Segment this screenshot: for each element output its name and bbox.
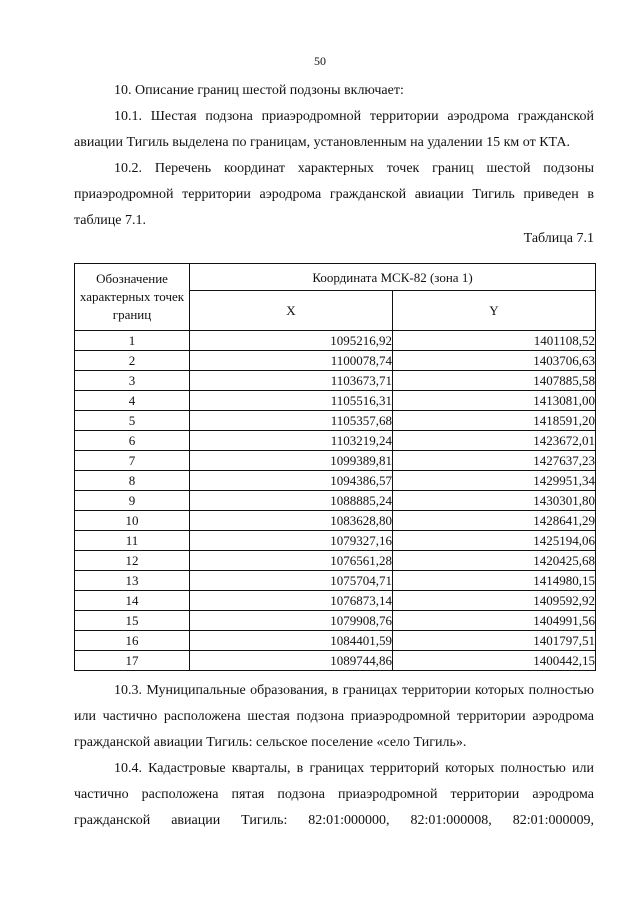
- point-number-cell: 11: [75, 531, 190, 551]
- header-coordinate-system: Координата МСК-82 (зона 1): [190, 264, 596, 291]
- table-row: [75, 491, 596, 511]
- x-coordinate-cell: 1084401,59: [190, 631, 393, 651]
- y-coordinate-cell: 1407885,58: [392, 371, 595, 391]
- point-number-cell: 15: [75, 611, 190, 631]
- x-coordinate-cell: 1099389,81: [190, 451, 393, 471]
- coordinates-table-body: [75, 331, 596, 671]
- table-row: [75, 551, 596, 571]
- x-coordinate-cell: 1089744,86: [190, 651, 393, 671]
- point-number-cell: 12: [75, 551, 190, 571]
- page-number: 50: [314, 54, 326, 68]
- point-number-cell: 14: [75, 591, 190, 611]
- coordinates-table: [74, 263, 596, 671]
- point-number-cell: 7: [75, 451, 190, 471]
- x-coordinate-cell: 1105357,68: [190, 411, 393, 431]
- point-number-cell: 1: [75, 331, 190, 351]
- table-row: [75, 431, 596, 451]
- header-x: X: [190, 291, 393, 331]
- table-row: [75, 451, 596, 471]
- point-number-cell: 2: [75, 351, 190, 371]
- intro-text-block: [74, 78, 594, 234]
- table-row: [75, 651, 596, 671]
- y-coordinate-cell: 1401108,52: [392, 331, 595, 351]
- x-coordinate-cell: 1079908,76: [190, 611, 393, 631]
- table-row: [75, 391, 596, 411]
- paragraph-10-1: 10.1. Шестая подзона приаэродромной территории аэродрома гражданской авиации Тигиль выделена по границам, установленным на удалении 15 км от КТА.: [74, 109, 594, 150]
- y-coordinate-cell: 1427637,23: [392, 451, 595, 471]
- y-coordinate-cell: 1401797,51: [392, 631, 595, 651]
- x-coordinate-cell: 1095216,92: [190, 331, 393, 351]
- x-coordinate-cell: 1105516,31: [190, 391, 393, 411]
- y-coordinate-cell: 1430301,80: [392, 491, 595, 511]
- header-y: Y: [392, 291, 595, 331]
- y-coordinate-cell: 1414980,15: [392, 571, 595, 591]
- paragraph-10-4: 10.4. Кадастровые кварталы, в границах территорий которых полностью или частично расположена пятая подзона приаэродромной территории аэродрома гражданской авиации Тигиль: 82:01:000000, 82:01:000008, 82:01:000009,: [74, 761, 594, 828]
- table-row: [75, 631, 596, 651]
- y-coordinate-cell: 1404991,56: [392, 611, 595, 631]
- closing-text-block: [74, 678, 594, 834]
- point-number-cell: 13: [75, 571, 190, 591]
- point-number-cell: 5: [75, 411, 190, 431]
- y-coordinate-cell: 1425194,06: [392, 531, 595, 551]
- y-coordinate-cell: 1423672,01: [392, 431, 595, 451]
- table-row: [75, 371, 596, 391]
- y-coordinate-cell: 1418591,20: [392, 411, 595, 431]
- table-row: [75, 611, 596, 631]
- point-number-cell: 8: [75, 471, 190, 491]
- header-point-designation: Обозначение характерных точек границ: [75, 264, 190, 331]
- y-coordinate-cell: 1429951,34: [392, 471, 595, 491]
- table-row: [75, 411, 596, 431]
- table-row: [75, 531, 596, 551]
- x-coordinate-cell: 1083628,80: [190, 511, 393, 531]
- point-number-cell: 17: [75, 651, 190, 671]
- table-row: [75, 471, 596, 491]
- paragraph-10-2: 10.2. Перечень координат характерных точек границ шестой подзоны приаэродромной территории аэродрома гражданской авиации Тигиль приведен в таблице 7.1.: [74, 161, 594, 228]
- y-coordinate-cell: 1400442,15: [392, 651, 595, 671]
- table-caption: Таблица 7.1: [523, 231, 594, 246]
- y-coordinate-cell: 1403706,63: [392, 351, 595, 371]
- x-coordinate-cell: 1103219,24: [190, 431, 393, 451]
- x-coordinate-cell: 1094386,57: [190, 471, 393, 491]
- x-coordinate-cell: 1075704,71: [190, 571, 393, 591]
- table-row: [75, 331, 596, 351]
- table-row: [75, 591, 596, 611]
- y-coordinate-cell: 1413081,00: [392, 391, 595, 411]
- table-row: [75, 571, 596, 591]
- point-number-cell: 16: [75, 631, 190, 651]
- x-coordinate-cell: 1076561,28: [190, 551, 393, 571]
- x-coordinate-cell: 1100078,74: [190, 351, 393, 371]
- point-number-cell: 6: [75, 431, 190, 451]
- section-10-heading: 10. Описание границ шестой подзоны включает:: [114, 83, 404, 98]
- point-number-cell: 10: [75, 511, 190, 531]
- x-coordinate-cell: 1076873,14: [190, 591, 393, 611]
- x-coordinate-cell: 1088885,24: [190, 491, 393, 511]
- table-row: [75, 511, 596, 531]
- table-row: [75, 351, 596, 371]
- paragraph-10-3: 10.3. Муниципальные образования, в границах территории которых полностью или частично расположена шестая подзона приаэродромной территории аэродрома гражданской авиации Тигиль: сельское поселение «село Тигиль».: [74, 683, 594, 750]
- y-coordinate-cell: 1420425,68: [392, 551, 595, 571]
- y-coordinate-cell: 1409592,92: [392, 591, 595, 611]
- y-coordinate-cell: 1428641,29: [392, 511, 595, 531]
- x-coordinate-cell: 1103673,71: [190, 371, 393, 391]
- x-coordinate-cell: 1079327,16: [190, 531, 393, 551]
- point-number-cell: 4: [75, 391, 190, 411]
- point-number-cell: 3: [75, 371, 190, 391]
- point-number-cell: 9: [75, 491, 190, 511]
